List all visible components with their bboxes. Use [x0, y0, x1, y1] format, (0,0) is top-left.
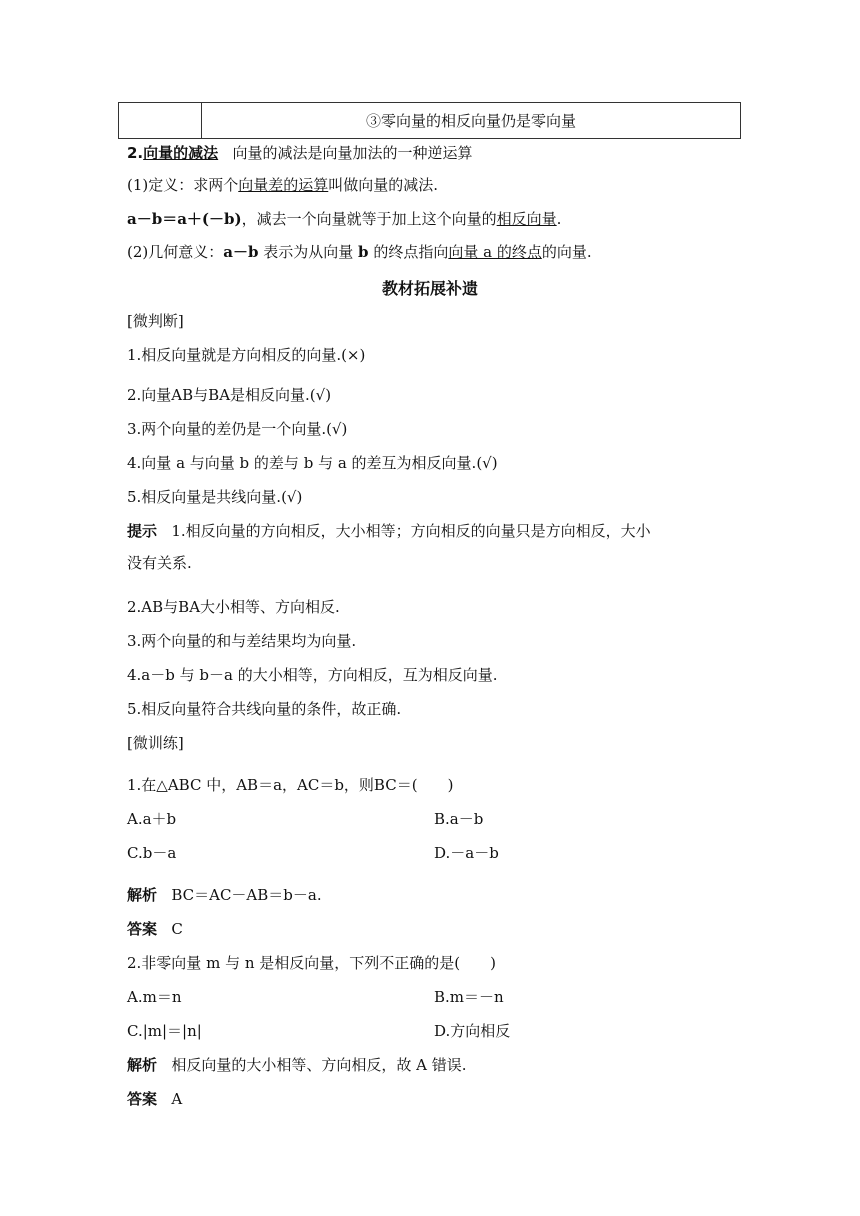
judge-title: [微判断] [127, 312, 184, 330]
question-2-options-row-2 [127, 1021, 511, 1041]
question-2-stem: 2.非零向量 m 与 n 是相反向量，下列不正确的是( ) [127, 954, 496, 972]
judge-item-3: 3.两个向量的差仍是一个向量.(√) [127, 420, 348, 438]
judge-item-2: 2.向量AB与BA是相反向量.(√) [127, 386, 332, 404]
option-c: C.b－a [127, 844, 177, 862]
option-b: B.a－b [434, 810, 484, 828]
option-b: B.m＝－n [434, 988, 504, 1006]
hint-line-5: 4.a－b 与 b－a 的大小相等，方向相反，互为相反向量. [127, 666, 498, 684]
subtraction-formula: a－b＝a＋(－b)，减去一个向量就等于加上这个向量的相反向量. [127, 210, 562, 228]
table-cell-right: ③零向量的相反向量仍是零向量 [202, 103, 741, 139]
question-2-analysis: 解析 相反向量的大小相等、方向相反，故 A 错误. [127, 1056, 467, 1074]
hint-line-1: 提示 1.相反向量的方向相反，大小相等；方向相反的向量只是方向相反，大小 [127, 522, 651, 540]
hint-line-6: 5.相反向量符合共线向量的条件，故正确. [127, 700, 402, 718]
practice-title: [微训练] [127, 734, 184, 752]
hint-label: 提示 [127, 522, 158, 540]
option-d: D.方向相反 [434, 1022, 511, 1040]
question-1-options-row-2 [127, 843, 499, 863]
judge-item-5: 5.相反向量是共线向量.(√) [127, 488, 303, 506]
question-2-answer: 答案 A [127, 1090, 183, 1108]
question-1-options-row-1 [127, 809, 484, 829]
subtraction-definition: (1)定义：求两个向量差的运算叫做向量的减法. [127, 176, 439, 194]
table-row [119, 103, 741, 139]
subtraction-heading: 2.向量的减法 向量的减法是向量加法的一种逆运算 [127, 144, 473, 162]
analysis-label: 解析 [127, 886, 158, 904]
hint-line-4: 3.两个向量的和与差结果均为向量. [127, 632, 357, 650]
answer-label: 答案 [127, 920, 158, 938]
judge-item-4: 4.向量 a 与向量 b 的差与 b 与 a 的差互为相反向量.(√) [127, 454, 498, 472]
hint-line-2: 没有关系. [127, 554, 192, 572]
table-cell-left [119, 103, 202, 139]
question-2-options-row-1 [127, 987, 504, 1007]
answer-label: 答案 [127, 1090, 158, 1108]
question-1-analysis: 解析 BC＝AC－AB＝b－a. [127, 886, 322, 904]
option-a: A.m＝n [127, 988, 182, 1006]
section-title: 教材拓展补遗 [381, 279, 478, 298]
question-1-answer: 答案 C [127, 920, 183, 938]
continuation-table [118, 102, 741, 139]
option-d: D.－a－b [434, 844, 499, 862]
judge-item-1: 1.相反向量就是方向相反的向量.(×) [127, 346, 366, 364]
option-a: A.a＋b [127, 810, 177, 828]
subtraction-heading-term: 向量的减法 [143, 144, 219, 162]
option-c: C.|m|＝|n| [127, 1022, 202, 1040]
question-1-stem: 1.在△ABC 中，AB＝a，AC＝b，则BC＝( ) [127, 776, 454, 794]
analysis-label: 解析 [127, 1056, 158, 1074]
hint-line-3: 2.AB与BA大小相等、方向相反. [127, 598, 340, 616]
subtraction-geometric-meaning: (2)几何意义：a－b 表示为从向量 b 的终点指向向量 a 的终点的向量. [127, 243, 592, 261]
subtraction-heading-desc: 向量的减法是向量加法的一种逆运算 [232, 144, 473, 162]
